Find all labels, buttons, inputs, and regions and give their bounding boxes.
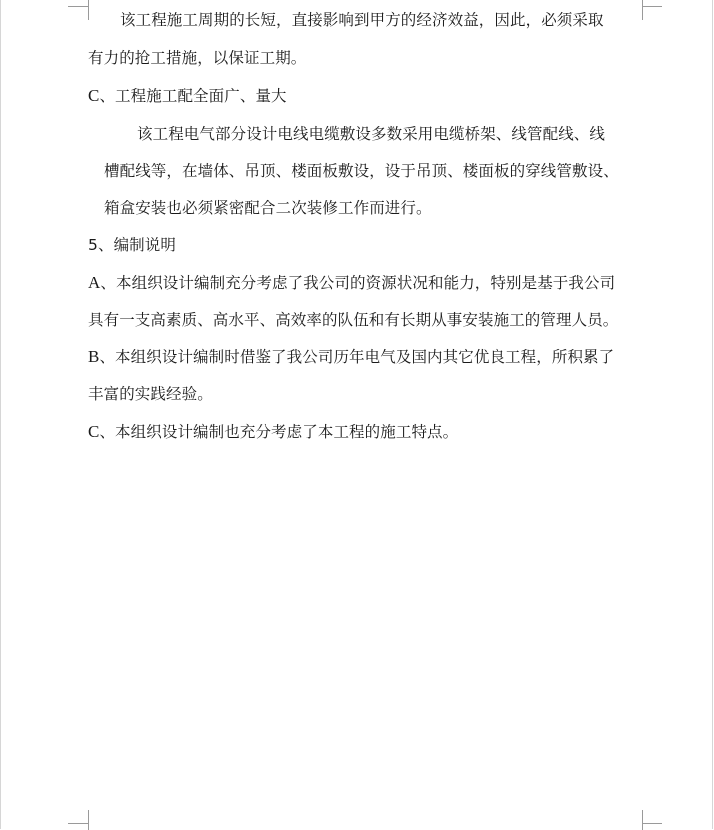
heading-5-text: 、编制说明 [97, 236, 176, 254]
crop-mark-bottom-left-v [88, 810, 89, 830]
item-c-line1 [88, 422, 458, 442]
crop-mark-bottom-left [68, 823, 88, 824]
crop-mark-top-left-v [88, 0, 89, 20]
heading-5-compilation [88, 235, 176, 255]
crop-mark-bottom-right [642, 823, 662, 824]
item-a-line2: 具有一支高素质、高水平、高效率的队伍和有长期从事安装施工的管理人员。 [88, 311, 619, 329]
item-a-marker: A [88, 273, 101, 292]
item-b-line1-text: 、本组织设计编制时借鉴了我公司历年电气及国内其它优良工程，所积累了 [99, 348, 615, 366]
para2-line2: 槽配线等，在墙体、吊顶、楼面板敷设，设于吊顶、楼面板的穿线管敷设、 [104, 162, 619, 180]
item-b-line1 [88, 347, 614, 367]
item-c-text: 、本组织设计编制也充分考虑了本工程的施工特点。 [99, 423, 459, 441]
crop-mark-top-left [68, 6, 88, 7]
item-c-marker: C [88, 422, 100, 441]
crop-mark-bottom-right-v [642, 810, 643, 830]
para2-line3: 箱盒安装也必须紧密配合二次装修工作而进行。 [104, 199, 432, 217]
item-b-line2: 丰富的实践经验。 [88, 385, 213, 403]
heading-c-text: 、工程施工配全面广、量大 [99, 87, 287, 105]
crop-mark-top-right-v [642, 0, 643, 20]
item-a-line1-text: 、本组织设计编制充分考虑了我公司的资源状况和能力，特别是基于我公司 [100, 274, 616, 292]
crop-mark-top-right [642, 6, 662, 7]
heading-c-marker: C [88, 86, 100, 105]
item-a-line1 [88, 273, 615, 293]
heading-5-marker: 5 [88, 236, 98, 254]
heading-c-engineering [88, 86, 287, 106]
para1-line2: 有力的抢工措施，以保证工期。 [88, 49, 307, 67]
item-b-marker: B [88, 347, 100, 366]
page-left-edge [0, 0, 1, 829]
page-right-edge [712, 0, 713, 829]
para1-line1: 该工程施工周期的长短，直接影响到甲方的经济效益，因此，必须采取 [120, 11, 604, 29]
para2-line1: 该工程电气部分设计电线电缆敷设多数采用电缆桥架、线管配线、线 [137, 125, 606, 143]
